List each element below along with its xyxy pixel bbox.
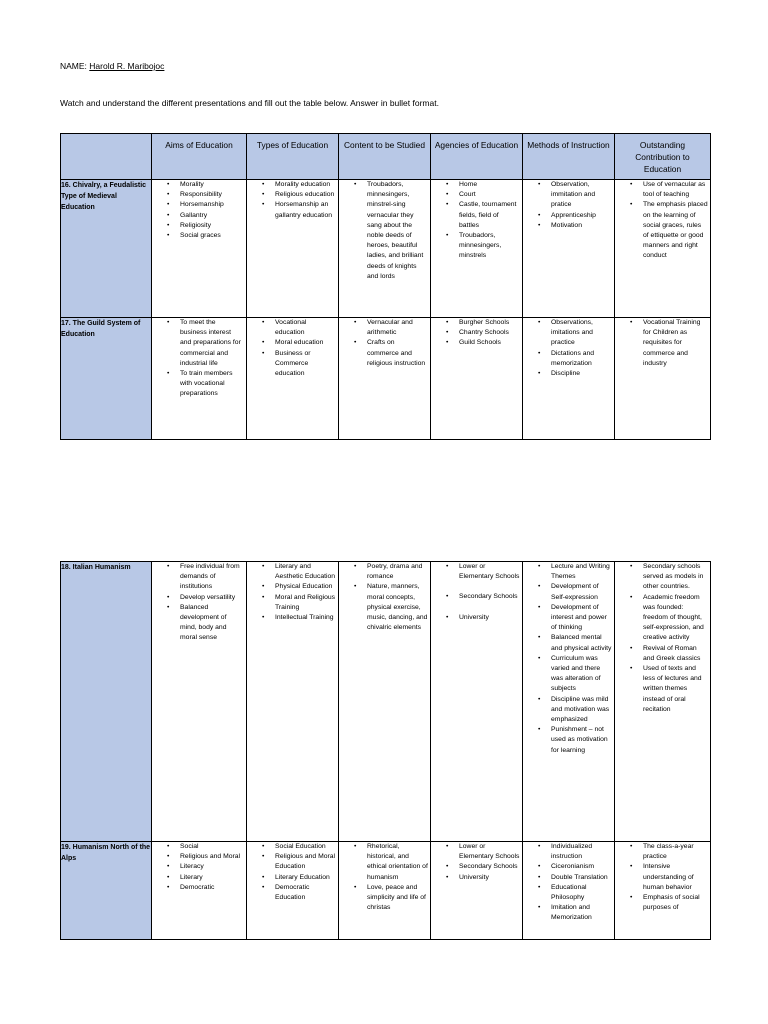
cell-agencies [431,318,523,440]
bullet-item: • University [431,613,522,623]
row-label: 19. Humanism North of the Alps [61,842,152,940]
bullet-list [615,318,710,369]
cell-contribution [615,180,711,318]
student-name: Harold R. Maribojoc [89,61,165,71]
bullet-item: • Guild Schools [431,338,522,348]
bullet-item: • Gallantry [152,211,246,221]
bullet-item: • Lower or Elementary Schools [431,562,522,582]
bullet-item: • University [431,873,522,883]
bullet-list [339,562,430,633]
cell-contribution [615,318,711,440]
bullet-item: • Curriculum was varied and there was alteration of subjects [523,654,614,695]
cell-aims [152,318,247,440]
bullet-item: • Apprenticeship [523,211,614,221]
bullet-item: • Academic freedom was founded: freedom of thought, self-expression, and creative activity [615,593,710,644]
bullet-item: • Vocational Training for Children as requisites for commerce and industry [615,318,710,369]
cell-agencies [431,842,523,940]
bullet-item: • Physical Education [247,582,338,592]
bullet-item: • Vocational education [247,318,338,338]
bullet-item: • Crafts on commerce and religious instruction [339,338,430,369]
bullet-item: • Imitation and Memorization [523,903,614,923]
bullet-item: • Religious education [247,190,338,200]
bullet-item: • Development of interest and power of thinking [523,603,614,634]
bullet-item: • Morality [152,180,246,190]
bullet-list [523,842,614,924]
column-header: Outstanding Contribution to Education [615,134,711,180]
bullet-list [247,562,338,623]
bullet-item: • Revival of Roman and Greek classics [615,644,710,664]
bullet-item: • Social [152,842,246,852]
bullet-list [615,842,710,913]
bullet-list [615,562,710,715]
bullet-item: • Literacy [152,862,246,872]
bullet-item: • Used of texts and less of lectures and written themes instead of oral recitation [615,664,710,715]
bullet-item: • Double Translation [523,873,614,883]
bullet-list [339,842,430,913]
cell-methods [523,562,615,842]
table-row [61,562,711,842]
bullet-item: • Discipline was mild and motivation was emphasized [523,695,614,726]
cell-contribution [615,842,711,940]
cell-types [247,562,339,842]
bullet-item: • Lower or Elementary Schools [431,842,522,862]
table-header-row [61,134,711,180]
bullet-list [431,318,522,349]
bullet-list [152,180,246,241]
bullet-list [431,180,522,262]
cell-agencies [431,562,523,842]
bullet-list [247,842,338,903]
bullet-list [523,318,614,379]
name-line [60,61,164,71]
row-label: 16. Chivalry, a Feudalistic Type of Medieval Education [61,180,152,318]
education-table-part-1 [60,133,711,440]
header-corner [61,134,152,180]
bullet-item: • Responsibility [152,190,246,200]
bullet-list [431,842,522,883]
bullet-item: • Horsemanship an gallantry education [247,200,338,220]
bullet-item: • Literary [152,873,246,883]
bullet-list [523,562,614,756]
cell-contribution [615,562,711,842]
cell-methods [523,180,615,318]
name-label: NAME: [60,61,87,71]
bullet-item: • Poetry, drama and romance [339,562,430,582]
cell-aims [152,842,247,940]
row-label: 17. The Guild System of Education [61,318,152,440]
bullet-item: • Develop versatility [152,593,246,603]
bullet-item: • Castle, tournament fields, field of battles [431,200,522,231]
row-label: 18. Italian Humanism [61,562,152,842]
bullet-list [152,842,246,893]
cell-content [339,180,431,318]
bullet-item: • Moral education [247,338,338,348]
bullet-list [615,180,710,262]
bullet-item: • Social graces [152,231,246,241]
bullet-list [431,562,522,623]
instructions: Watch and understand the different presentations and fill out the table below. Answer in bullet format. [60,98,439,108]
column-header: Methods of Instruction [523,134,615,180]
bullet-item: • Educational Philosophy [523,883,614,903]
bullet-list [339,318,430,369]
education-table-part-2 [60,561,711,940]
bullet-item: • Morality education [247,180,338,190]
bullet-item: • Literary Education [247,873,338,883]
column-header: Content to be Studied [339,134,431,180]
bullet-item: • Punishment – not used as motivation for learning [523,725,614,756]
table-row [61,318,711,440]
bullet-list [247,180,338,221]
cell-methods [523,318,615,440]
bullet-list [152,318,246,400]
column-header: Aims of Education [152,134,247,180]
cell-types [247,180,339,318]
bullet-item: • The emphasis placed on the learning of social graces, rules of ettiquette or good manners and right conduct [615,200,710,261]
bullet-item: • Religiosity [152,221,246,231]
cell-aims [152,180,247,318]
bullet-item: • Use of vernacular as tool of teaching [615,180,710,200]
bullet-item: • Democratic [152,883,246,893]
bullet-item: • Court [431,190,522,200]
bullet-item: • Moral and Religious Training [247,593,338,613]
bullet-item: • Literary and Aesthetic Education [247,562,338,582]
bullet-item: • Home [431,180,522,190]
cell-methods [523,842,615,940]
bullet-item: • Horsemanship [152,200,246,210]
bullet-list [247,318,338,379]
bullet-item: • Balanced mental and physical activity [523,633,614,653]
bullet-item: • Chantry Schools [431,328,522,338]
cell-agencies [431,180,523,318]
bullet-item: • Ciceronianism [523,862,614,872]
bullet-item: • Intensive understanding of human behavior [615,862,710,893]
bullet-item: • Free individual from demands of institutions [152,562,246,593]
bullet-list [152,562,246,644]
cell-content [339,318,431,440]
bullet-item: • Vernacular and arithmetic [339,318,430,338]
bullet-item: • Business or Commerce education [247,349,338,380]
bullet-item: • Rhetorical, historical, and ethical orientation of humanism [339,842,430,883]
bullet-item: • To train members with vocational preparations [152,369,246,400]
bullet-item: • Development of Self-expression [523,582,614,602]
bullet-item: • Burgher Schools [431,318,522,328]
table-row [61,180,711,318]
bullet-item: • Troubadors, minnesingers, minstrels [431,231,522,262]
bullet-item: • Love, peace and simplicity and life of christas [339,883,430,914]
bullet-item: • Intellectual Training [247,613,338,623]
bullet-item: • The class-a-year practice [615,842,710,862]
bullet-item: • To meet the business interest and preparations for commercial and industrial life [152,318,246,369]
cell-content [339,842,431,940]
bullet-item: • Secondary Schools [431,592,522,602]
bullet-item: • Observation, immitation and pratice [523,180,614,211]
bullet-item: • Emphasis of social purposes of [615,893,710,913]
cell-content [339,562,431,842]
column-header: Types of Education [247,134,339,180]
cell-types [247,842,339,940]
bullet-item: • Dictations and memorization [523,349,614,369]
bullet-item: • Discipline [523,369,614,379]
bullet-item: • Nature, manners, moral concepts, physical exercise, music, dancing, and chivalric elements [339,582,430,633]
bullet-item: • Individualized instruction [523,842,614,862]
bullet-item: • Religious and Moral Education [247,852,338,872]
column-header: Agencies of Education [431,134,523,180]
bullet-item: • Secondary Schools [431,862,522,872]
bullet-item: • Lecture and Writing Themes [523,562,614,582]
bullet-item: • Democratic Education [247,883,338,903]
bullet-item: • Religious and Moral [152,852,246,862]
bullet-item: • Balanced development of mind, body and moral sense [152,603,246,644]
bullet-item: • Troubadors, minnesingers, minstrel-sing vernacular they sang about the noble deeds of heroes, beautiful ladies, and brilliant deeds of knights and lords [339,180,430,282]
cell-types [247,318,339,440]
bullet-item: • Secondary schools served as models in other countries. [615,562,710,593]
bullet-item: • Social Education [247,842,338,852]
bullet-item: • Motivation [523,221,614,231]
bullet-list [339,180,430,282]
cell-aims [152,562,247,842]
bullet-item: • Observations, imitations and practice [523,318,614,349]
bullet-list [523,180,614,231]
table-row [61,842,711,940]
